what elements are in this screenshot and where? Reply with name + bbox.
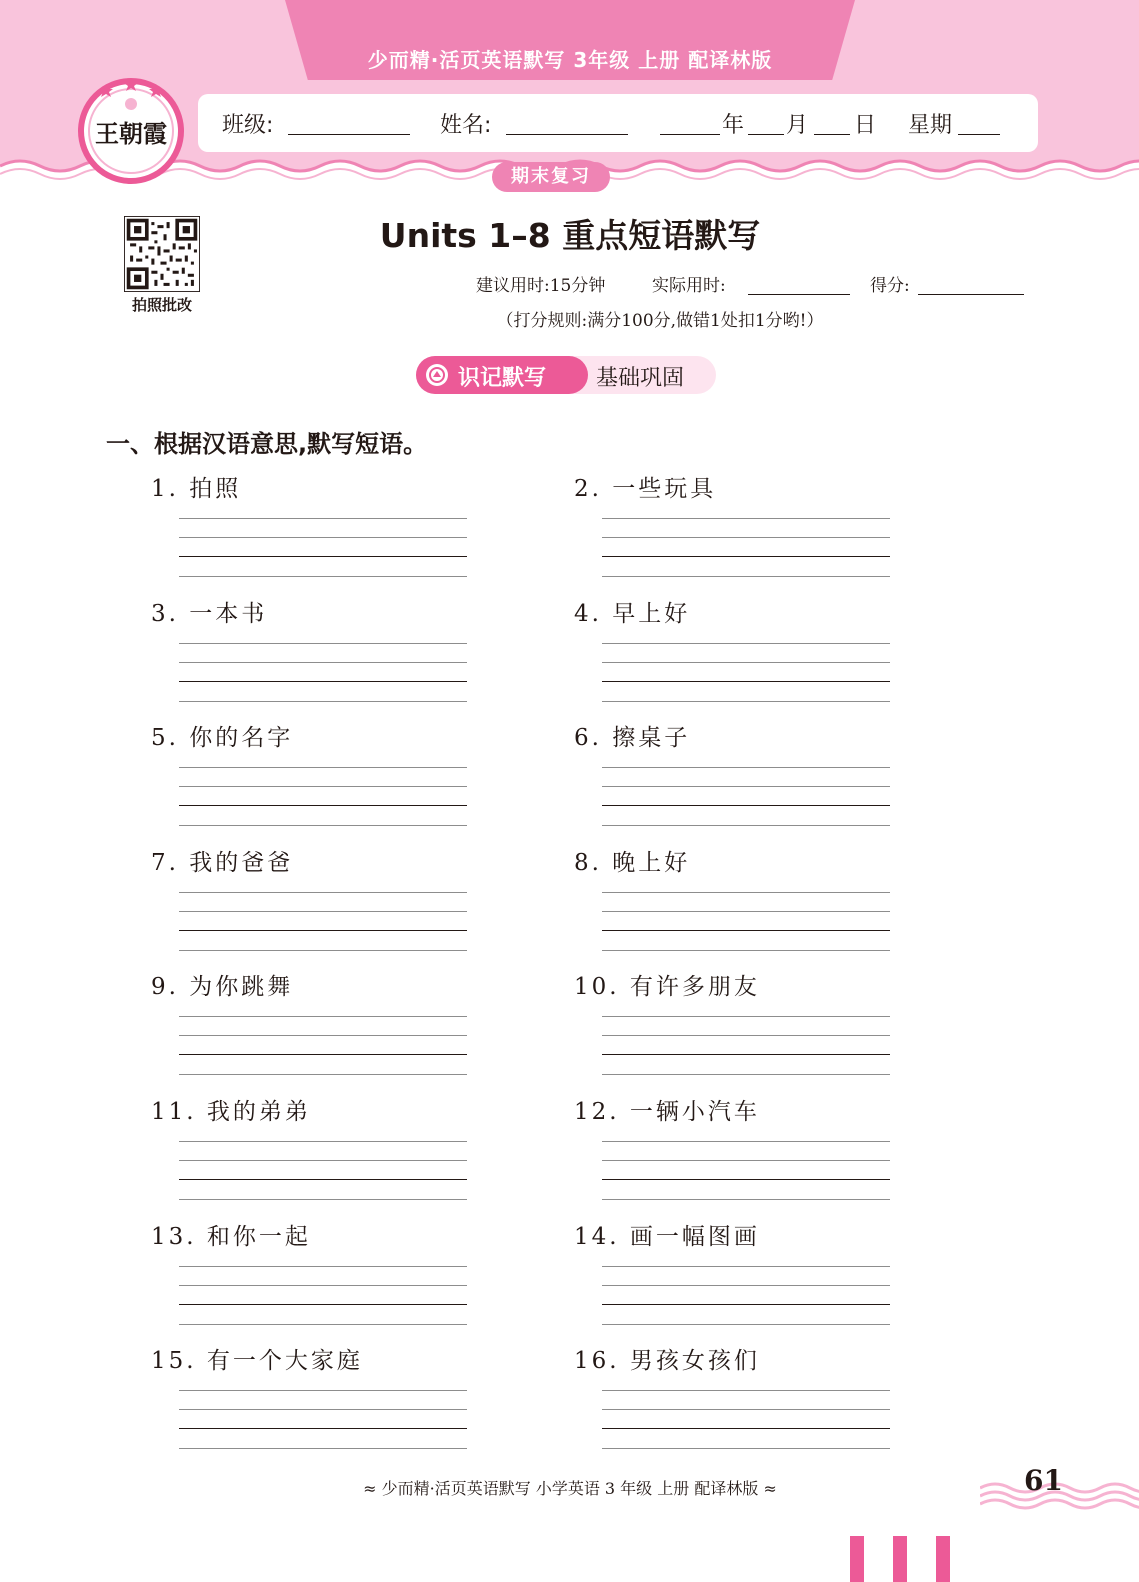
section-right-label: 基础巩固 bbox=[596, 366, 685, 391]
writing-line[interactable] bbox=[179, 1266, 467, 1267]
writing-line[interactable] bbox=[602, 950, 890, 951]
writing-line[interactable] bbox=[179, 643, 467, 644]
writing-line[interactable] bbox=[602, 1199, 890, 1200]
writing-line[interactable] bbox=[179, 805, 467, 806]
section-left-label: 识记默写 bbox=[458, 366, 547, 391]
writing-line[interactable] bbox=[179, 1179, 467, 1180]
month-field[interactable] bbox=[748, 134, 784, 135]
writing-line[interactable] bbox=[602, 1141, 890, 1142]
exercise-item-label: 14. 画一幅图画 bbox=[574, 1224, 760, 1250]
exercise-item-label: 13. 和你一起 bbox=[151, 1224, 311, 1250]
brand-logo bbox=[76, 76, 186, 186]
writing-line[interactable] bbox=[602, 537, 890, 538]
writing-line[interactable] bbox=[179, 1035, 467, 1036]
exercise-item-label: 10. 有许多朋友 bbox=[574, 974, 760, 1000]
footer-text: ≈ 少而精·活页英语默写 小学英语 3 年级 上册 配译林版 ≈ bbox=[363, 1479, 777, 1498]
month-label: 月 bbox=[786, 113, 809, 138]
actual-time-label: 实际用时: bbox=[652, 276, 726, 296]
exercise-item-label: 11. 我的弟弟 bbox=[151, 1099, 311, 1125]
exercise-item-label: 16. 男孩女孩们 bbox=[574, 1348, 760, 1374]
writing-line[interactable] bbox=[179, 681, 467, 682]
edge-bar bbox=[936, 1536, 950, 1582]
writing-line[interactable] bbox=[179, 1409, 467, 1410]
writing-line[interactable] bbox=[179, 786, 467, 787]
class-label: 班级: bbox=[222, 113, 274, 138]
writing-line[interactable] bbox=[602, 1054, 890, 1055]
badge-icon bbox=[424, 362, 450, 388]
exercise-item-label: 7. 我的爸爸 bbox=[151, 850, 294, 876]
exercise-item-label: 3. 一本书 bbox=[151, 601, 268, 627]
writing-line[interactable] bbox=[602, 786, 890, 787]
writing-line[interactable] bbox=[179, 1199, 467, 1200]
writing-line[interactable] bbox=[602, 1035, 890, 1036]
qr-label: 拍照批改 bbox=[131, 296, 192, 314]
writing-line[interactable] bbox=[602, 1266, 890, 1267]
exercise-item-label: 4. 早上好 bbox=[574, 601, 691, 627]
writing-line[interactable] bbox=[602, 1160, 890, 1161]
writing-line[interactable] bbox=[602, 805, 890, 806]
writing-line[interactable] bbox=[602, 1390, 890, 1391]
writing-line[interactable] bbox=[602, 1428, 890, 1429]
writing-line[interactable] bbox=[602, 1324, 890, 1325]
exercise-item-label: 1. 拍照 bbox=[151, 476, 242, 502]
exercise-item-label: 8. 晚上好 bbox=[574, 850, 691, 876]
suggested-time: 建议用时:15分钟 bbox=[476, 276, 606, 296]
writing-line[interactable] bbox=[179, 930, 467, 931]
exercise-item-label: 9. 为你跳舞 bbox=[151, 974, 294, 1000]
writing-line[interactable] bbox=[602, 576, 890, 577]
writing-line[interactable] bbox=[179, 825, 467, 826]
writing-line[interactable] bbox=[602, 1285, 890, 1286]
day-label: 日 bbox=[854, 113, 877, 138]
writing-line[interactable] bbox=[179, 1016, 467, 1017]
edge-bar bbox=[893, 1536, 907, 1582]
writing-line[interactable] bbox=[179, 1428, 467, 1429]
writing-line[interactable] bbox=[602, 681, 890, 682]
writing-line[interactable] bbox=[602, 1409, 890, 1410]
score-label: 得分: bbox=[870, 276, 910, 296]
writing-line[interactable] bbox=[179, 1390, 467, 1391]
exercise-item-label: 15. 有一个大家庭 bbox=[151, 1348, 363, 1374]
writing-line[interactable] bbox=[602, 1179, 890, 1180]
writing-line[interactable] bbox=[179, 1160, 467, 1161]
writing-line[interactable] bbox=[179, 767, 467, 768]
writing-line[interactable] bbox=[179, 537, 467, 538]
writing-line[interactable] bbox=[602, 701, 890, 702]
exercise-item-label: 2. 一些玩具 bbox=[574, 476, 717, 502]
writing-line[interactable] bbox=[602, 1304, 890, 1305]
exercise-item-label: 12. 一辆小汽车 bbox=[574, 1099, 760, 1125]
writing-line[interactable] bbox=[602, 1074, 890, 1075]
writing-line[interactable] bbox=[179, 1141, 467, 1142]
page-number: 61 bbox=[1024, 1464, 1063, 1497]
writing-line[interactable] bbox=[602, 1448, 890, 1449]
writing-line[interactable] bbox=[179, 1448, 467, 1449]
page-title: Units 1–8 重点短语默写 bbox=[379, 216, 761, 255]
year-label: 年 bbox=[722, 113, 745, 138]
writing-line[interactable] bbox=[602, 518, 890, 519]
writing-line[interactable] bbox=[602, 556, 890, 557]
exercise-item-label: 6. 擦桌子 bbox=[574, 725, 691, 751]
writing-line[interactable] bbox=[602, 930, 890, 931]
scoring-rule: （打分规则:满分100分,做错1处扣1分哟!） bbox=[496, 311, 824, 331]
writing-line[interactable] bbox=[179, 892, 467, 893]
writing-line[interactable] bbox=[602, 662, 890, 663]
final-review-badge: 期末复习 bbox=[492, 162, 610, 192]
writing-line[interactable] bbox=[179, 662, 467, 663]
writing-line[interactable] bbox=[179, 518, 467, 519]
writing-line[interactable] bbox=[179, 1304, 467, 1305]
writing-line[interactable] bbox=[179, 1054, 467, 1055]
writing-line[interactable] bbox=[179, 556, 467, 557]
exercise-item-label: 5. 你的名字 bbox=[151, 725, 294, 751]
writing-line[interactable] bbox=[602, 643, 890, 644]
svg-text:王朝霞: 王朝霞 bbox=[95, 119, 167, 148]
writing-line[interactable] bbox=[179, 1285, 467, 1286]
writing-line[interactable] bbox=[179, 701, 467, 702]
writing-line[interactable] bbox=[179, 576, 467, 577]
writing-line[interactable] bbox=[602, 1016, 890, 1017]
actual-time-field[interactable] bbox=[748, 294, 850, 295]
writing-line[interactable] bbox=[179, 911, 467, 912]
name-field[interactable] bbox=[506, 134, 628, 135]
writing-line[interactable] bbox=[602, 911, 890, 912]
day-field[interactable] bbox=[814, 134, 850, 135]
year-field[interactable] bbox=[660, 134, 720, 135]
qr-code-icon[interactable] bbox=[124, 216, 200, 292]
writing-line[interactable] bbox=[179, 1324, 467, 1325]
series-title: 少而精·活页英语默写 3年级 上册 配译林版 bbox=[367, 48, 773, 72]
name-label: 姓名: bbox=[440, 113, 492, 138]
writing-line[interactable] bbox=[602, 767, 890, 768]
writing-line[interactable] bbox=[602, 825, 890, 826]
writing-line[interactable] bbox=[602, 892, 890, 893]
instruction-heading: 一、根据汉语意思,默写短语。 bbox=[106, 430, 428, 458]
class-field[interactable] bbox=[288, 134, 410, 135]
writing-line[interactable] bbox=[179, 1074, 467, 1075]
writing-line[interactable] bbox=[179, 950, 467, 951]
edge-bar bbox=[850, 1536, 864, 1582]
weekday-label: 星期 bbox=[908, 113, 953, 138]
weekday-field[interactable] bbox=[958, 134, 1000, 135]
score-field[interactable] bbox=[918, 294, 1024, 295]
